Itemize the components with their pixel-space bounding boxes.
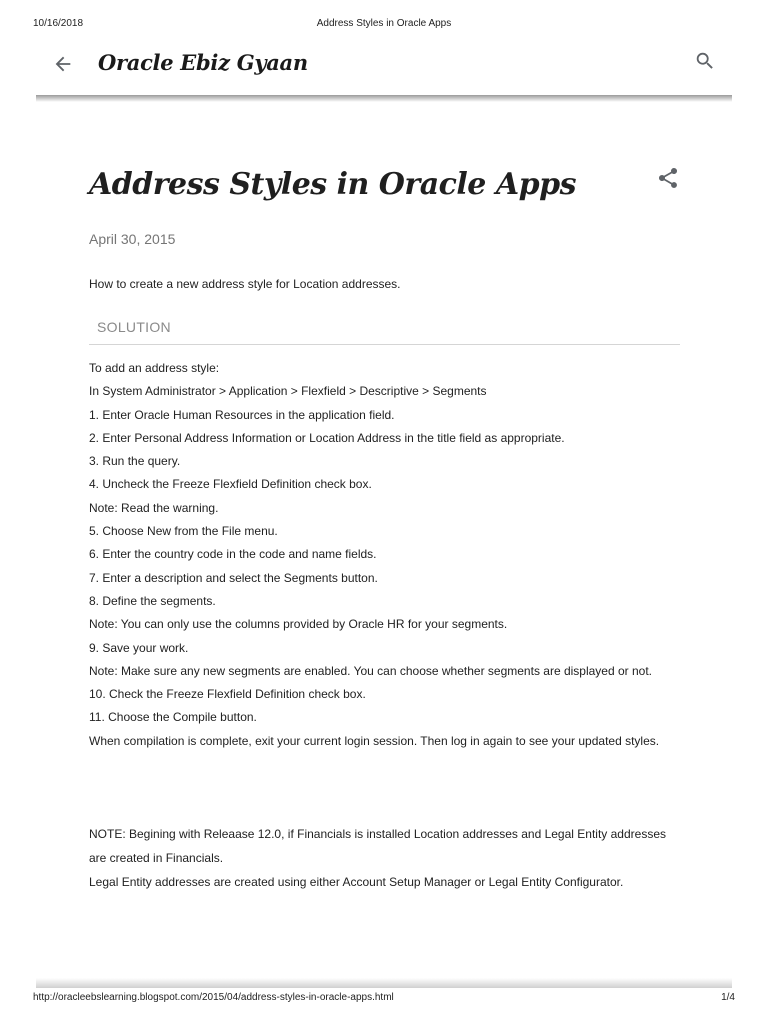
instruction-line: 4. Uncheck the Freeze Flexfield Definition check box. bbox=[89, 477, 372, 492]
share-icon[interactable] bbox=[656, 166, 680, 190]
release-note bbox=[89, 822, 689, 894]
note-line: NOTE: Begining with Releaase 12.0, if Financials is installed Location addresses and Legal Entity addresses bbox=[89, 827, 666, 841]
instruction-line: When compilation is complete, exit your current login session. Then log in again to see your updated styles. bbox=[89, 733, 660, 748]
instruction-line: Note: You can only use the columns provided by Oracle HR for your segments. bbox=[89, 617, 508, 632]
instruction-line: 5. Choose New from the File menu. bbox=[89, 524, 278, 539]
instruction-line: 8. Define the segments. bbox=[89, 593, 216, 608]
instruction-line: 11. Choose the Compile button. bbox=[89, 710, 257, 725]
note-line: Legal Entity addresses are created using either Account Setup Manager or Legal Entity Configurator. bbox=[89, 875, 624, 889]
post-title: Address Styles in Oracle Apps bbox=[89, 167, 576, 202]
page-bottom-shadow bbox=[36, 978, 732, 988]
section-heading: SOLUTION bbox=[97, 319, 171, 335]
instruction-line: Note: Read the warning. bbox=[89, 500, 219, 515]
page-url: http://oracleebslearning.blogspot.com/2015/04/address-styles-in-oracle-apps.html bbox=[33, 992, 394, 1003]
note-line: are created in Financials. bbox=[89, 851, 224, 865]
post-date: April 30, 2015 bbox=[89, 231, 176, 247]
section-divider bbox=[89, 344, 680, 345]
post-intro: How to create a new address style for Location addresses. bbox=[89, 277, 401, 291]
print-footer bbox=[0, 992, 768, 1006]
arrow-left-icon[interactable] bbox=[52, 53, 74, 75]
instruction-line: Note: Make sure any new segments are enabled. You can choose whether segments are displayed or not. bbox=[89, 663, 653, 678]
print-page-title: Address Styles in Oracle Apps bbox=[316, 18, 452, 29]
app-bar-shadow bbox=[36, 95, 732, 102]
page-number: 1/4 bbox=[721, 992, 735, 1003]
instruction-line: 2. Enter Personal Address Information or Location Address in the title field as appropriate. bbox=[89, 430, 565, 445]
app-bar bbox=[36, 34, 732, 96]
instruction-line: 9. Save your work. bbox=[89, 640, 189, 655]
print-date: 10/16/2018 bbox=[33, 18, 84, 29]
instruction-line: 1. Enter Oracle Human Resources in the application field. bbox=[89, 407, 395, 422]
search-icon[interactable] bbox=[694, 50, 716, 72]
instruction-line: 10. Check the Freeze Flexfield Definition check box. bbox=[89, 687, 366, 702]
instruction-line: 3. Run the query. bbox=[89, 454, 181, 469]
instruction-line: In System Administrator > Application > Flexfield > Descriptive > Segments bbox=[89, 384, 487, 399]
instruction-line: 7. Enter a description and select the Segments button. bbox=[89, 570, 378, 585]
instruction-line: To add an address style: bbox=[89, 361, 220, 375]
blog-title[interactable]: Oracle Ebiz Gyaan bbox=[98, 50, 308, 75]
instruction-line: 6. Enter the country code in the code and name fields. bbox=[89, 547, 377, 562]
instruction-list bbox=[89, 357, 709, 753]
print-header bbox=[0, 18, 768, 32]
